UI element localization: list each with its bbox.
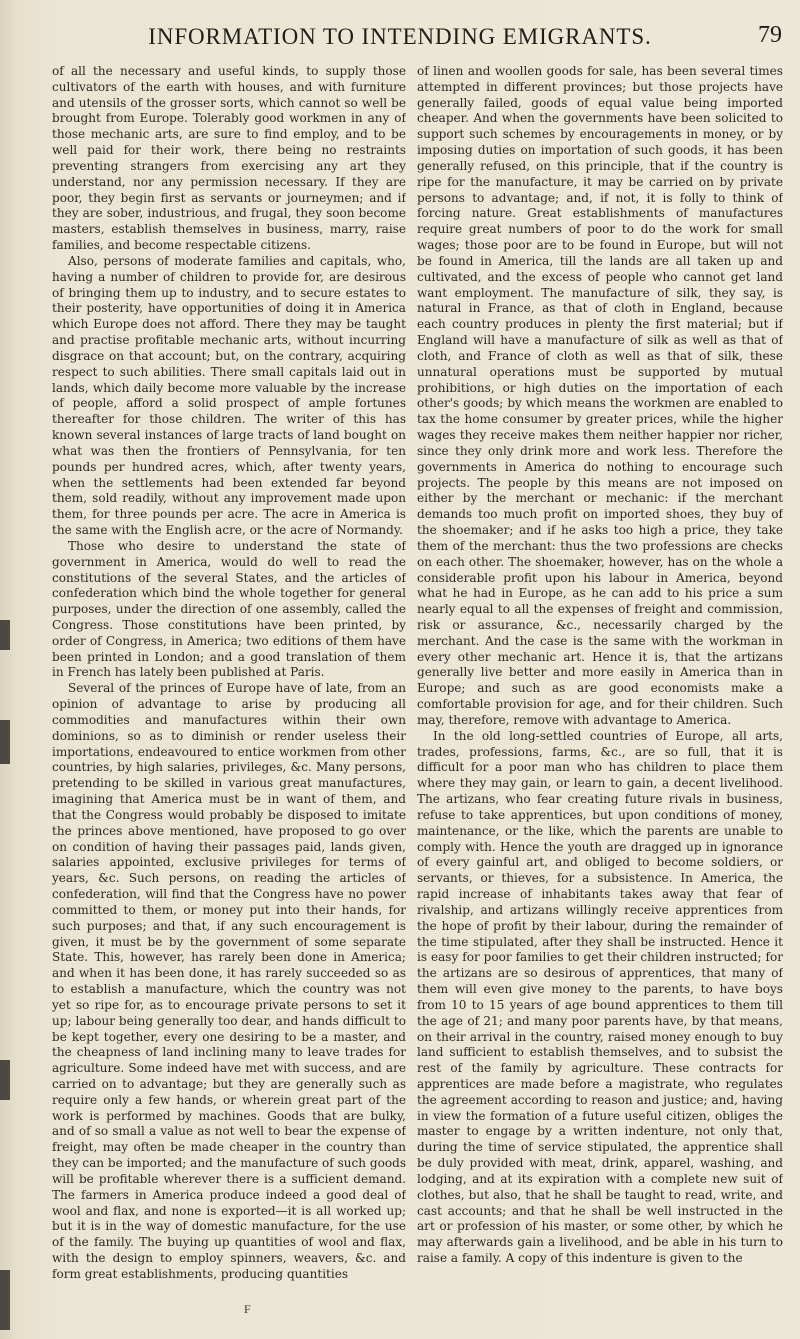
running-head: INFORMATION TO INTENDING EMIGRANTS. bbox=[148, 24, 652, 49]
page-header bbox=[0, 20, 800, 60]
paragraph: Several of the princes of Europe have of late, from an opinion of advantage to arise by producing all commodities and manufactures within their own dominions, so as to diminish or render useless their importations, endeavoured to entice workmen from other countries, by high salaries, privileges, &c. Many persons, pretending to be skilled in various great manufactures, imagining that America must be in want of them, and that the Congress would probably be disposed to imitate the princes above mentioned, have proposed to go over on condition of having their passages paid, lands given, salaries appointed, exclusive privileges for terms of years, &c. Such persons, on reading the articles of confederation, will find that the Congress have no power committed to them, or money put into their hands, for such purposes; and that, if any such encouragement is given, it must be by the government of some separate State. This, however, has rarely been done in America; and when it has been done, it has rarely succeeded so as to establish a manufacture, which the country was not yet so ripe for, as to encourage private persons to set it up; labour being generally too dear, and hands difficult to be kept together, every one desiring to be a master, and the cheapness of land inclining many to leave trades for agriculture. Some indeed have met with success, and are carried on to advantage; but they are generally such as require only a few hands, or wherein great part of the work is performed by machines. Goods that are bulky, and of so small a value as not well to bear the expense of freight, may often be made cheaper in the country than they can be imported; and the manufacture of such goods will be profitable wherever there is a sufficient demand. The farmers in America produce indeed a good deal of wool and flax, and none is exported—it is all worked up; but it is in the way of domestic manufacture, for the use of the family. The buying up quantities of wool and flax, with the design to employ spinners, weavers, &c. and form great establishments, producing quantities bbox=[52, 681, 406, 1281]
paragraph: of linen and woollen goods for sale, has been several times attempted in different provinces; but those projects have generally failed, goods of equal value being imported cheaper. And when the governments have been solicited to support such schemes by encouragements in money, or by imposing duties on importation of such goods, it has been generally refused, on this principle, that if the country is ripe for the manufacture, it may be carried on by private persons to advantage; and, if not, it is folly to think of forcing nature. Great establishments of manufactures require great numbers of poor to do the work for small wages; those poor are to be found in Europe, but will not be found in America, till the lands are all taken up and cultivated, and the excess of people who cannot get land want employment. The manufacture of silk, they say, is natural in France, as that of cloth in England, because each country produces in plenty the first material; but if England will have a manufacture of silk as well as that of cloth, and France of cloth as well as that of silk, these unnatural operations must be supported by mutual prohibitions, or high duties on the importation of each other's goods; by which means the workmen are enabled to tax the home consumer by greater prices, while the higher wages they receive makes them neither happier nor richer, since they only drink more and work less. Therefore the governments in America do nothing to encourage such projects. The people by this means are not imposed on either by the merchant or mechanic: if the merchant demands too much profit on imported shoes, they buy of the shoemaker; and if he asks too high a price, they take them of the merchant: thus the two professions are checks on each other. The shoemaker, however, has on the whole a considerable profit upon his labour in America, beyond what he had in Europe, as he can add to his price a sum nearly equal to all the expenses of freight and commission, risk or assurance, &c., necessarily charged by the merchant. And the case is the same with the workman in every other mechanic art. Hence it is, that the artizans generally live better and more easily in America than in Europe; and such as are good economists make a comfortable provision for age, and for their children. Such may, therefore, remove with advantage to America. bbox=[417, 64, 783, 727]
page-edge-shadow bbox=[0, 1270, 10, 1330]
page-edge-shadow bbox=[0, 620, 10, 650]
left-column bbox=[52, 64, 406, 1314]
page-edge-shadow bbox=[0, 720, 10, 764]
page-edge-shadow bbox=[0, 1060, 10, 1100]
signature-mark: F bbox=[244, 1302, 251, 1316]
paragraph: In the old long-settled countries of Europe, all arts, trades, professions, farms, &c., are so full, that it is difficult for a poor man who has children to place them where they may gain, or learn to gain, a decent livelihood. The artizans, who fear creating future rivals in business, refuse to take apprentices, but upon conditions of money, maintenance, or the like, which the parents are unable to comply with. Hence the youth are dragged up in ignorance of every gainful art, and obliged to become soldiers, or servants, or thieves, for a subsistence. In America, the rapid increase of inhabitants takes away that fear of rivalship, and artizans willingly receive apprentices from the hope of profit by their labour, during the remainder of the time stipulated, after they shall be instructed. Hence it is easy for poor families to get their children instructed; for the artizans are so desirous of apprentices, that many of them will even give money to the parents, to have boys from 10 to 15 years of age bound apprentices to them till the age of 21; and many poor parents have, by that means, on their arrival in the country, raised money enough to buy land sufficient to establish themselves, and to subsist the rest of the family by agriculture. These contracts for apprentices are made before a magistrate, who regulates the agreement according to reason and justice; and, having in view the formation of a future useful citizen, obliges the master to engage by a written indenture, not only that, during the time of service stipulated, the apprentice shall be duly provided with meat, drink, apparel, washing, and lodging, and at its expiration with a complete new suit of clothes, but also, that he shall be taught to read, write, and cast accounts; and that he shall be well instructed in the art or profession of his master, or some other, by which he may afterwards gain a livelihood, and be able in his turn to raise a family. A copy of this indenture is given to the bbox=[417, 728, 783, 1266]
right-column bbox=[417, 64, 783, 1314]
paragraph: of all the necessary and useful kinds, to supply those cultivators of the earth with houses, and with furniture and utensils of the grosser sorts, which cannot so well be brought from Europe. Tolerably good workmen in any of those mechanic arts, are sure to find employ, and to be well paid for their work, there being no restraints preventing strangers from exercising any art they understand, nor any permission necessary. If they are poor, they begin first as servants or journeymen; and if they are sober, industrious, and frugal, they soon become masters, establish themselves in business, marry, raise families, and become respectable citizens. bbox=[52, 64, 406, 253]
paragraph: Those who desire to understand the state of government in America, would do well to read the constitutions of the several States, and the articles of confederation which bind the whole together for general purposes, under the direction of one assembly, called the Congress. Those constitutions have been printed, by order of Congress, in America; two editions of them have been printed in London; and a good translation of them in French has lately been published at Paris. bbox=[52, 538, 406, 680]
page-number: 79 bbox=[758, 22, 782, 48]
paragraph: Also, persons of moderate families and capitals, who, having a number of children to provide for, are desirous of bringing them up to industry, and to secure estates to their posterity, have opportunities of doing it in America which Europe does not afford. There they may be taught and practise profitable mechanic arts, without incurring disgrace on that account; but, on the contrary, acquiring respect to such abilities. There small capitals laid out in lands, which daily become more valuable by the increase of people, afford a solid prospect of ample fortunes thereafter for those children. The writer of this has known several instances of large tracts of land bought on what was then the frontiers of Pennsylvania, for ten pounds per hundred acres, which, after twenty years, when the settlements had been extended far beyond them, sold readily, without any improvement made upon them, for three pounds per acre. The acre in America is the same with the English acre, or the acre of Normandy. bbox=[52, 253, 406, 538]
